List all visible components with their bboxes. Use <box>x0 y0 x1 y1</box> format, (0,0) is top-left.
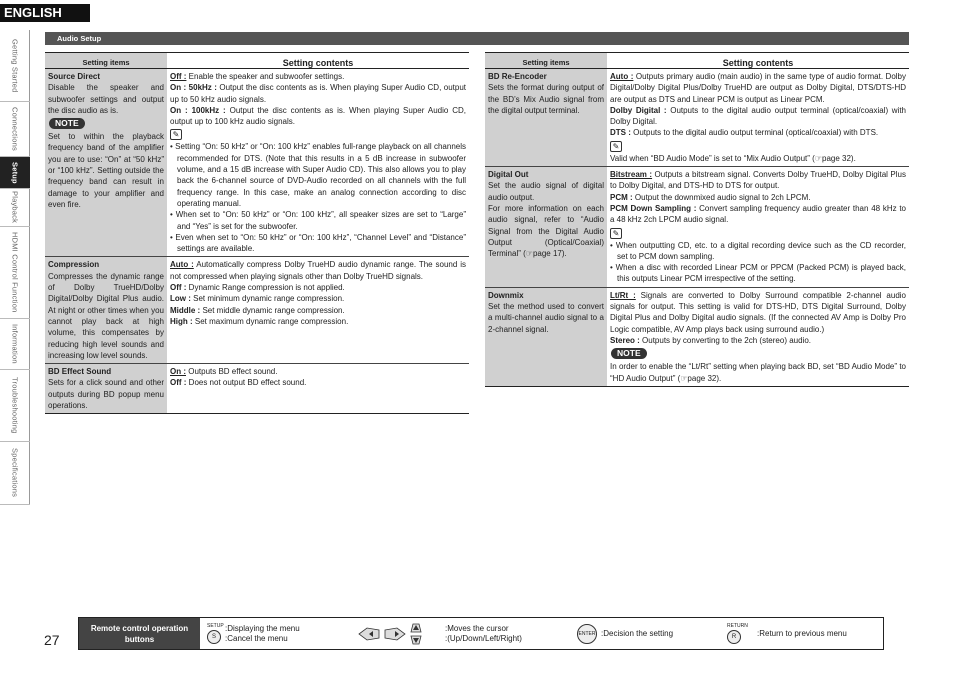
setting-item-desc: Set the audio signal of digital audio output. For more information on each audio signal, refer to “Audio Signal from the Digital Audio Output (Optical/Coaxial) Terminal” (☞page 17). <box>488 181 604 259</box>
col-header-items: Setting items <box>485 53 607 68</box>
setup-text-2: :Cancel the menu <box>225 633 288 643</box>
setting-item-title: BD Effect Sound <box>48 367 112 377</box>
option-key: Off : <box>170 72 187 81</box>
enter-text: :Decision the setting <box>601 628 674 638</box>
section-header: Audio Setup <box>45 32 909 45</box>
bullet-item: • Setting “On: 50 kHz” or “On: 100 kHz” enables full-range playback on all channels recommended for DTS. (Note that this results in a 5 dB increase in subwoofer volume, and a 15 dB increase with Super Audio CD). This also allows you to play back the 6-channel source of DVD-Audio recorded on all channels with the full frequency range. In this case, make an analog connection according to disc operating manual. <box>170 142 466 208</box>
setting-item-title: BD Re-Encoder <box>488 72 547 81</box>
table-row: Downmix Set the method used to convert a multi-channel audio signal to a 2-channel signal. Lt/Rt : Signals are converted to Dolby Surround compatible 2-channel audio signals for output. This setting is valid for DTS-HD, DTS Digital Surround, Dolby Digital Plus and Dolby Digital audio signals. (If the connected AV Amp is Dolby Pro Logic compatible, AV Amp plays back using surround audio.) Stereo : Outputs by converting to the 2ch (stereo) audio. NOTE In order to enable the “Lt/Rt” setting when playing back BD, set “BD Audio Mode” to “HD Audio Output” (☞page 32). <box>485 288 909 386</box>
memo-icon: ✎ <box>170 129 182 140</box>
option-key: Dolby Digital : <box>610 105 667 115</box>
option-key: On : <box>170 367 186 377</box>
bullet-item: • Even when set to “On: 50 kHz” or “On: 100 kHz”, “Channel Level” and “Distance” settings are available. <box>170 232 466 254</box>
option-key: Lt/Rt : <box>610 290 636 300</box>
option-key: Middle : <box>170 305 201 315</box>
option-key: Stereo : <box>610 335 640 345</box>
memo-text: Valid when “BD Audio Mode” is set to “Mix Audio Output” (☞page 32). <box>610 153 856 163</box>
option-key: Auto : <box>170 260 194 270</box>
setup-text-1: :Displaying the menu <box>225 623 300 633</box>
return-button-icon: R <box>727 630 741 644</box>
note-text: In order to enable the “Lt/Rt” setting when playing back BD, set “BD Audio Mode” to “HD Audio Output” (☞page 32). <box>610 362 906 383</box>
setting-item-desc: Compresses the dynamic range of Dolby TrueHD/Dolby Digital/Dolby Digital Plus audio. At night or other times when you cannot play back at high volume, this compensates by reducing high level sounds and increasing low level sounds. <box>48 271 164 360</box>
table-row: Compression Compresses the dynamic range of Dolby TrueHD/Dolby Digital/Dolby Digital Plus audio. At night or other times when you cannot play back at high volume, this compensates by reducing high level sounds and increasing low level sounds. Auto : Automatically compress Dolby TrueHD audio dynamic range. The sound is not compressed when playing signals other than Dolby TrueHD signals. Off : Dynamic Range compression is not applied. Low : Set minimum dynamic range compression. Middle : Set middle dynamic range compression. High : Set maximum dynamic range compression. <box>45 257 469 364</box>
return-text: :Return to previous menu <box>757 628 847 638</box>
setting-item-title: Compression <box>48 260 100 270</box>
nav-setup[interactable]: Setup <box>0 157 30 189</box>
nav-getting-started[interactable]: Getting Started <box>0 30 30 102</box>
remote-control-legend <box>78 617 884 650</box>
col-header-contents: Setting contents <box>722 58 794 68</box>
nav-specifications[interactable]: Specifications <box>0 442 30 505</box>
option-key: Low : <box>170 294 191 304</box>
bullet-item: • When set to “On: 50 kHz” or “On: 100 kHz”, all speaker sizes are set to “Large” and “Yes” is set for the subwoofer. <box>170 210 466 231</box>
setup-key-label: SETUP <box>207 622 224 629</box>
language-label: ENGLISH <box>0 4 90 22</box>
setting-item-desc: Sets for a click sound and other outputs during BD popup menu operations. <box>48 378 164 411</box>
table-row: Digital Out Set the audio signal of digital audio output. For more information on each audio signal, refer to “Audio Signal from the Digital Audio Output (Optical/Coaxial) Terminal” (☞page 17). Bitstream : Outputs a bitstream signal. Converts Dolby TrueHD, Dolby Digital Plus to Dolby Digital, and DTS-HD to DTS for output. PCM : Output the downmixed audio signal to 2ch LPCM. PCM Down Sampling : Convert sampling frequency audio greater than 48 kHz to a 48 kHz 2ch LPCM audio signal. ✎ • When outputting CD, etc. to a digital recording device such as the CD recorder, set to PCM down sampling. • When a disc with recorded Linear PCM or PPCM (Packed PCM) is played back, this outputs Linear PCM irrespective of the setting. <box>485 167 909 288</box>
option-key: PCM Down Sampling : <box>610 203 697 213</box>
setting-item-title: Digital Out <box>488 170 529 180</box>
table-row: BD Effect Sound Sets for a click sound and other outputs during BD popup menu operations. On : Outputs BD effect sound. Off : Does not output BD effect sound. <box>45 364 469 413</box>
setup-button-icon: S <box>207 630 221 644</box>
setting-item-desc: Disable the speaker and subwoofer settings and output the disc audio as is. <box>48 83 164 115</box>
bullet-item: • When outputting CD, etc. to a digital recording device such as the CD recorder, set to PCM down sampling. <box>610 240 906 261</box>
cursor-text-2: :(Up/Down/Left/Right) <box>445 633 522 643</box>
option-key: DTS : <box>610 128 631 138</box>
page-number: 27 <box>44 632 60 648</box>
nav-information[interactable]: Information <box>0 319 30 370</box>
col-header-items: Setting items <box>45 53 167 68</box>
setting-item-title: Source Direct <box>48 72 101 81</box>
bullet-item: • When a disc with recorded Linear PCM or PPCM (Packed PCM) is played back, this outputs Linear PCM irrespective of the setting. <box>610 263 906 284</box>
setting-item-title: Downmix <box>488 290 524 300</box>
option-key: On : 50kHz : <box>170 83 217 93</box>
cursor-buttons-icon <box>357 622 445 646</box>
note-badge: NOTE <box>611 348 647 359</box>
cursor-text-1: :Moves the cursor <box>445 623 509 633</box>
setting-item-desc: Set the method used to convert a multi-channel audio signal to a 2-channel signal. <box>488 302 604 334</box>
memo-icon: ✎ <box>610 228 622 239</box>
note-badge: NOTE <box>49 118 85 129</box>
nav-connections[interactable]: Connections <box>0 102 30 157</box>
note-text: Set to within the playback frequency band of the amplifier you are to use: “On” at “50 kHz” or “100 kHz”. Setting outside the frequency band can result in damage to your amplifier and even fire. <box>48 132 164 209</box>
option-key: Off : <box>170 378 187 388</box>
col-header-contents: Setting contents <box>282 58 354 68</box>
option-key: High : <box>170 316 193 326</box>
left-settings-table <box>45 52 469 414</box>
option-key: PCM : <box>610 192 633 202</box>
right-settings-table <box>485 52 909 387</box>
setting-item-desc: Sets the format during output of the BD’s Mix Audio signal from the digital output terminal. <box>488 83 604 115</box>
nav-playback[interactable]: Playback <box>0 189 30 227</box>
remote-legend-label: Remote control operation buttons <box>79 618 200 649</box>
return-key-label: RETURN <box>727 622 748 629</box>
nav-hdmi-control[interactable]: HDMI Control Function <box>0 227 30 319</box>
option-key: On : 100kHz : <box>170 105 226 115</box>
option-key: Auto : <box>610 72 634 81</box>
enter-button-icon: ENTER <box>577 624 597 644</box>
nav-troubleshooting[interactable]: Troubleshooting <box>0 370 30 442</box>
option-key: Off : <box>170 283 187 293</box>
option-key: Bitstream : <box>610 170 653 180</box>
memo-icon: ✎ <box>610 141 622 152</box>
table-row: BD Re-Encoder Sets the format during output of the BD’s Mix Audio signal from the digital output terminal. Auto : Outputs primary audio (main audio) in the same type of audio format. Dolby Digital/Dolby Digital Plus/Dolby TrueHD are output as Dolby Digital, DTS/DTS-HD are output as DTS and Linear PCM is output as Linear PCM. Dolby Digital : Outputs to the digital audio output terminal (optical/coaxial) with Dolby Digital. DTS : Outputs to the digital audio output terminal (optical/coaxial) with DTS. ✎ Valid when “BD Audio Mode” is set to “Mix Audio Output” (☞page 32). <box>485 69 909 167</box>
table-row: Source Direct Disable the speaker and subwoofer settings and output the disc audio as is. NOTE Set to within the playback frequency band of the amplifier you are to use: “On” at “50 kHz” or “100 kHz”. Setting outside the frequency band can result in damage to your amplifier and even fire. Off : Enable the speaker and subwoofer settings. On : 50kHz : Output the disc contents as is. When playing Super Audio CD, output up to 50 kHz audio signals. On : 100kHz : Output the disc contents as is. When playing Super Audio CD, output up to 100 kHz audio signals. ✎ • Setting “On: 50 kHz” or “On: 100 kHz” enables full-range playback on all channels recommended for DTS. (Note that this results in a 5 dB increase in subwoofer volume, and a 15 dB increase with Super Audio CD). This also allows you to play back the 6-channel source of DVD-Audio recorded on all channels with the full frequency range. In this case, make an analog connection according to disc operating manual. • When set to “On: 50 kHz” or “On: 100 kHz”, all speaker sizes are set to “Large” and “Yes” is set for the subwoofer. • Even when set to “On: 50 kHz” or “On: 100 kHz”, “Channel Level” and “Distance” settings are available. <box>45 69 469 257</box>
side-navigation <box>0 30 30 505</box>
